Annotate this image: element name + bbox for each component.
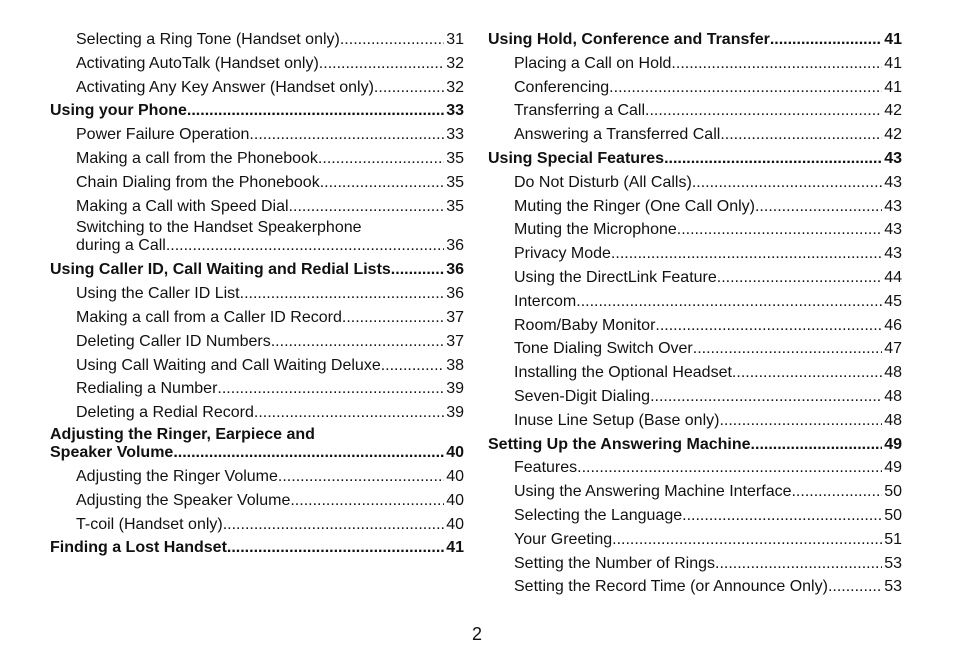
toc-entry-page-number: 51 — [884, 530, 902, 548]
page-number: 2 — [471, 624, 482, 644]
toc-entry-title: Answering a Transferred Call — [514, 126, 721, 144]
dot-leader — [217, 377, 444, 401]
toc-entry-title: Privacy Mode — [514, 245, 611, 263]
toc-entry-making-a-call-with-speed-dial — [50, 195, 464, 219]
toc-entry-title: Making a call from the Phonebook — [76, 149, 318, 167]
toc-entry-using-caller-id-call-waiting-and-redial-lists — [50, 258, 464, 282]
toc-entry-title: Using the DirectLink Feature — [514, 268, 717, 286]
toc-left-column — [50, 28, 464, 560]
toc-entry-page-number: 36 — [446, 237, 464, 255]
toc-entry-during-a-call — [50, 237, 464, 255]
dot-leader — [751, 433, 883, 457]
dot-leader — [249, 123, 444, 147]
toc-entry-title: Muting the Microphone — [514, 221, 677, 239]
toc-entry-page-number: 43 — [884, 221, 902, 239]
toc-entry-title: Adjusting the Speaker Volume — [76, 491, 291, 509]
toc-entry-using-call-waiting-and-call-waiting-deluxe — [50, 354, 464, 378]
toc-entry-transferring-a-call — [488, 99, 902, 123]
toc-entry-title: Adjusting the Ringer Volume — [76, 467, 278, 485]
dot-leader — [319, 52, 444, 76]
toc-entry-page-number: 48 — [884, 411, 902, 429]
toc-entry-multiline — [50, 218, 464, 255]
toc-entry-title: Making a call from a Caller ID Record — [76, 308, 342, 326]
toc-entry-using-the-answering-machine-interface — [488, 480, 902, 504]
toc-entry-title: Chain Dialing from the Phonebook — [76, 173, 320, 191]
toc-entry-page-number: 49 — [884, 435, 902, 453]
toc-entry-page-number: 36 — [446, 285, 464, 303]
toc-entry-title: Making a Call with Speed Dial — [76, 197, 289, 215]
toc-entry-page-number: 38 — [446, 356, 464, 374]
toc-entry-page-number: 43 — [884, 197, 902, 215]
toc-entry-deleting-a-redial-record — [50, 401, 464, 425]
toc-entry-deleting-caller-id-numbers — [50, 330, 464, 354]
dot-leader — [340, 28, 444, 52]
toc-entry-page-number: 43 — [884, 149, 902, 167]
toc-entry-title: Using the Answering Machine Interface — [514, 483, 792, 501]
toc-entry-page-number: 53 — [884, 578, 902, 596]
toc-entry-title: Seven-Digit Dialing — [514, 387, 651, 405]
toc-entry-page-number: 43 — [884, 245, 902, 263]
toc-entry-page-number: 32 — [446, 54, 464, 72]
toc-entry-page-number: 37 — [446, 332, 464, 350]
dot-leader — [677, 218, 882, 242]
toc-entry-title: Speaker Volume — [50, 443, 174, 461]
toc-entry-room-baby-monitor — [488, 314, 902, 338]
dot-leader — [318, 147, 444, 171]
dot-leader — [223, 513, 444, 537]
dot-leader — [278, 465, 444, 489]
dot-leader — [770, 28, 882, 52]
toc-entry-title: Power Failure Operation — [76, 126, 250, 144]
toc-entry-making-a-call-from-the-phonebook — [50, 147, 464, 171]
toc-entry-setting-the-record-time-or-announce-only — [488, 575, 902, 599]
toc-entry-page-number: 41 — [884, 78, 902, 96]
dot-leader — [611, 242, 882, 266]
toc-entry-page-number: 42 — [884, 126, 902, 144]
toc-entry-page-number: 50 — [884, 506, 902, 524]
toc-entry-page-number: 47 — [884, 340, 902, 358]
toc-entry-selecting-the-language — [488, 504, 902, 528]
toc-entry-title: Muting the Ringer (One Call Only) — [514, 197, 755, 215]
toc-entry-using-your-phone — [50, 99, 464, 123]
toc-entry-title: Conferencing — [514, 78, 610, 96]
toc-entry-using-the-directlink-feature — [488, 266, 902, 290]
dot-leader — [791, 480, 882, 504]
toc-entry-redialing-a-number — [50, 377, 464, 401]
toc-entry-making-a-call-from-a-caller-id-record — [50, 306, 464, 330]
dot-leader — [719, 409, 882, 433]
toc-entry-page-number: 39 — [446, 380, 464, 398]
toc-entry-page-number: 33 — [446, 126, 464, 144]
toc-entry-page-number: 35 — [446, 197, 464, 215]
dot-leader — [227, 536, 444, 560]
dot-leader — [612, 528, 882, 552]
toc-entry-title: Selecting a Ring Tone (Handset only) — [76, 31, 340, 48]
toc-entry-title: Selecting the Language — [514, 506, 683, 524]
toc-entry-title: Using the Caller ID List — [76, 285, 240, 303]
toc-entry-title: Tone Dialing Switch Over — [514, 340, 693, 358]
toc-entry-adjusting-the-ringer-volume — [50, 465, 464, 489]
toc-entry-using-hold-conference-and-transfer — [488, 28, 902, 52]
toc-entry-page-number: 43 — [884, 173, 902, 191]
toc-entry-page-number: 45 — [884, 292, 902, 310]
toc-entry-title: Inuse Line Setup (Base only) — [514, 411, 720, 429]
dot-leader — [391, 258, 444, 282]
toc-entry-finding-a-lost-handset — [50, 536, 464, 560]
toc-entry-seven-digit-dialing — [488, 385, 902, 409]
toc-entry-title: Redialing a Number — [76, 380, 218, 398]
toc-entry-page-number: 49 — [884, 459, 902, 477]
dot-leader — [664, 147, 882, 171]
toc-entry-intercom — [488, 290, 902, 314]
toc-entry-title: Features — [514, 459, 578, 477]
toc-entry-page-number: 41 — [446, 539, 464, 557]
toc-entry-page-number: 46 — [884, 316, 902, 334]
toc-entry-title: Room/Baby Monitor — [514, 316, 656, 334]
dot-leader — [720, 123, 882, 147]
dot-leader — [828, 575, 882, 599]
toc-entry-title: Placing a Call on Hold — [514, 54, 672, 72]
dot-leader — [609, 76, 882, 100]
toc-entry-title: Setting the Number of Rings — [514, 554, 715, 572]
toc-entry-setting-the-number-of-rings — [488, 552, 902, 576]
dot-leader — [374, 76, 444, 100]
toc-entry-title: Activating AutoTalk (Handset only) — [76, 54, 319, 72]
toc-entry-page-number: 36 — [446, 261, 464, 279]
toc-entry-title: Setting Up the Answering Machine — [488, 435, 751, 453]
toc-entry-title: Finding a Lost Handset — [50, 539, 227, 557]
dot-leader — [254, 401, 444, 425]
toc-entry-title: Using Special Features — [488, 149, 665, 167]
dot-leader — [732, 361, 882, 385]
toc-entry-features — [488, 456, 902, 480]
toc-entry-page-number: 40 — [446, 443, 464, 461]
toc-entry-page-number: 33 — [446, 102, 464, 120]
toc-entry-page-number: 41 — [884, 31, 902, 48]
toc-entry-setting-up-the-answering-machine — [488, 433, 902, 457]
toc-entry-power-failure-operation — [50, 123, 464, 147]
toc-entry-title: Using Hold, Conference and Transfer — [488, 31, 770, 48]
toc-entry-title: Your Greeting — [514, 530, 613, 548]
toc-entry-activating-autotalk-handset-only — [50, 52, 464, 76]
toc-entry-multiline — [50, 425, 464, 462]
dot-leader — [717, 266, 882, 290]
toc-entry-title: Using Caller ID, Call Waiting and Redial Lists — [50, 261, 391, 279]
toc-entry-your-greeting — [488, 528, 902, 552]
toc-entry-muting-the-ringer-one-call-only — [488, 195, 902, 219]
dot-leader — [290, 489, 444, 513]
toc-entry-title: Deleting a Redial Record — [76, 404, 254, 422]
toc-entry-tone-dialing-switch-over — [488, 337, 902, 361]
toc-entry-placing-a-call-on-hold — [488, 52, 902, 76]
toc-entry-title: Intercom — [514, 292, 577, 310]
toc-entry-activating-any-key-answer-handset-only — [50, 76, 464, 100]
toc-entry-page-number: 50 — [884, 483, 902, 501]
dot-leader — [755, 195, 882, 219]
toc-entry-answering-a-transferred-call — [488, 123, 902, 147]
dot-leader — [576, 290, 882, 314]
toc-entry-page-number: 40 — [446, 491, 464, 509]
dot-leader — [289, 195, 445, 219]
toc-entry-page-number: 35 — [446, 173, 464, 191]
toc-entry-page-number: 32 — [446, 78, 464, 96]
toc-entry-page-number: 48 — [884, 364, 902, 382]
dot-leader — [577, 456, 882, 480]
toc-entry-using-the-caller-id-list — [50, 282, 464, 306]
toc-entry-adjusting-the-speaker-volume — [50, 489, 464, 513]
dot-leader — [381, 354, 444, 378]
dot-leader — [692, 171, 882, 195]
dot-leader — [187, 99, 444, 123]
toc-entry-title: Setting the Record Time (or Announce Only) — [514, 578, 828, 596]
toc-entry-t-coil-handset-only — [50, 513, 464, 537]
toc-entry-page-number: 40 — [446, 515, 464, 533]
toc-entry-page-number: 35 — [446, 149, 464, 167]
toc-entry-page-number: 44 — [884, 268, 902, 286]
toc-entry-page-number: 40 — [446, 467, 464, 485]
toc-entry-title-line1: Adjusting the Ringer, Earpiece and — [50, 425, 315, 443]
toc-entry-title: Deleting Caller ID Numbers — [76, 332, 271, 350]
toc-entry-using-special-features — [488, 147, 902, 171]
dot-leader — [682, 504, 882, 528]
toc-entry-installing-the-optional-headset — [488, 361, 902, 385]
dot-leader — [166, 237, 444, 255]
toc-entry-page-number: 31 — [446, 31, 464, 48]
toc-entry-privacy-mode — [488, 242, 902, 266]
toc-entry-page-number: 53 — [884, 554, 902, 572]
dot-leader — [271, 330, 444, 354]
toc-entry-conferencing — [488, 76, 902, 100]
toc-entry-muting-the-microphone — [488, 218, 902, 242]
toc-entry-title: Do Not Disturb (All Calls) — [514, 173, 692, 191]
toc-entry-inuse-line-setup-base-only — [488, 409, 902, 433]
toc-entry-title: during a Call — [76, 237, 166, 255]
dot-leader — [655, 314, 882, 338]
dot-leader — [320, 171, 445, 195]
toc-entry-title: Activating Any Key Answer (Handset only) — [76, 78, 374, 96]
toc-entry-title: Installing the Optional Headset — [514, 364, 732, 382]
dot-leader — [173, 444, 444, 462]
toc-entry-title: T-coil (Handset only) — [76, 515, 223, 533]
toc-entry-title: Using Call Waiting and Call Waiting Deluxe — [76, 356, 381, 374]
toc-entry-page-number: 48 — [884, 387, 902, 405]
toc-entry-title: Transferring a Call — [514, 102, 646, 120]
dot-leader — [240, 282, 445, 306]
toc-entry-page-number: 41 — [884, 54, 902, 72]
toc-entry-chain-dialing-from-the-phonebook — [50, 171, 464, 195]
toc-entry-page-number: 37 — [446, 308, 464, 326]
toc-entry-speaker-volume — [50, 444, 464, 462]
toc-entry-selecting-a-ring-tone-handset-only — [50, 28, 464, 52]
toc-right-column — [488, 28, 902, 599]
toc-entry-page-number: 42 — [884, 102, 902, 120]
toc-entry-page-number: 39 — [446, 404, 464, 422]
dot-leader — [342, 306, 444, 330]
dot-leader — [693, 337, 882, 361]
dot-leader — [715, 552, 882, 576]
toc-entry-do-not-disturb-all-calls — [488, 171, 902, 195]
dot-leader — [671, 52, 882, 76]
toc-entry-title: Using your Phone — [50, 102, 187, 120]
dot-leader — [650, 385, 882, 409]
dot-leader — [645, 99, 882, 123]
toc-entry-title-line1: Switching to the Handset Speakerphone — [76, 219, 362, 237]
